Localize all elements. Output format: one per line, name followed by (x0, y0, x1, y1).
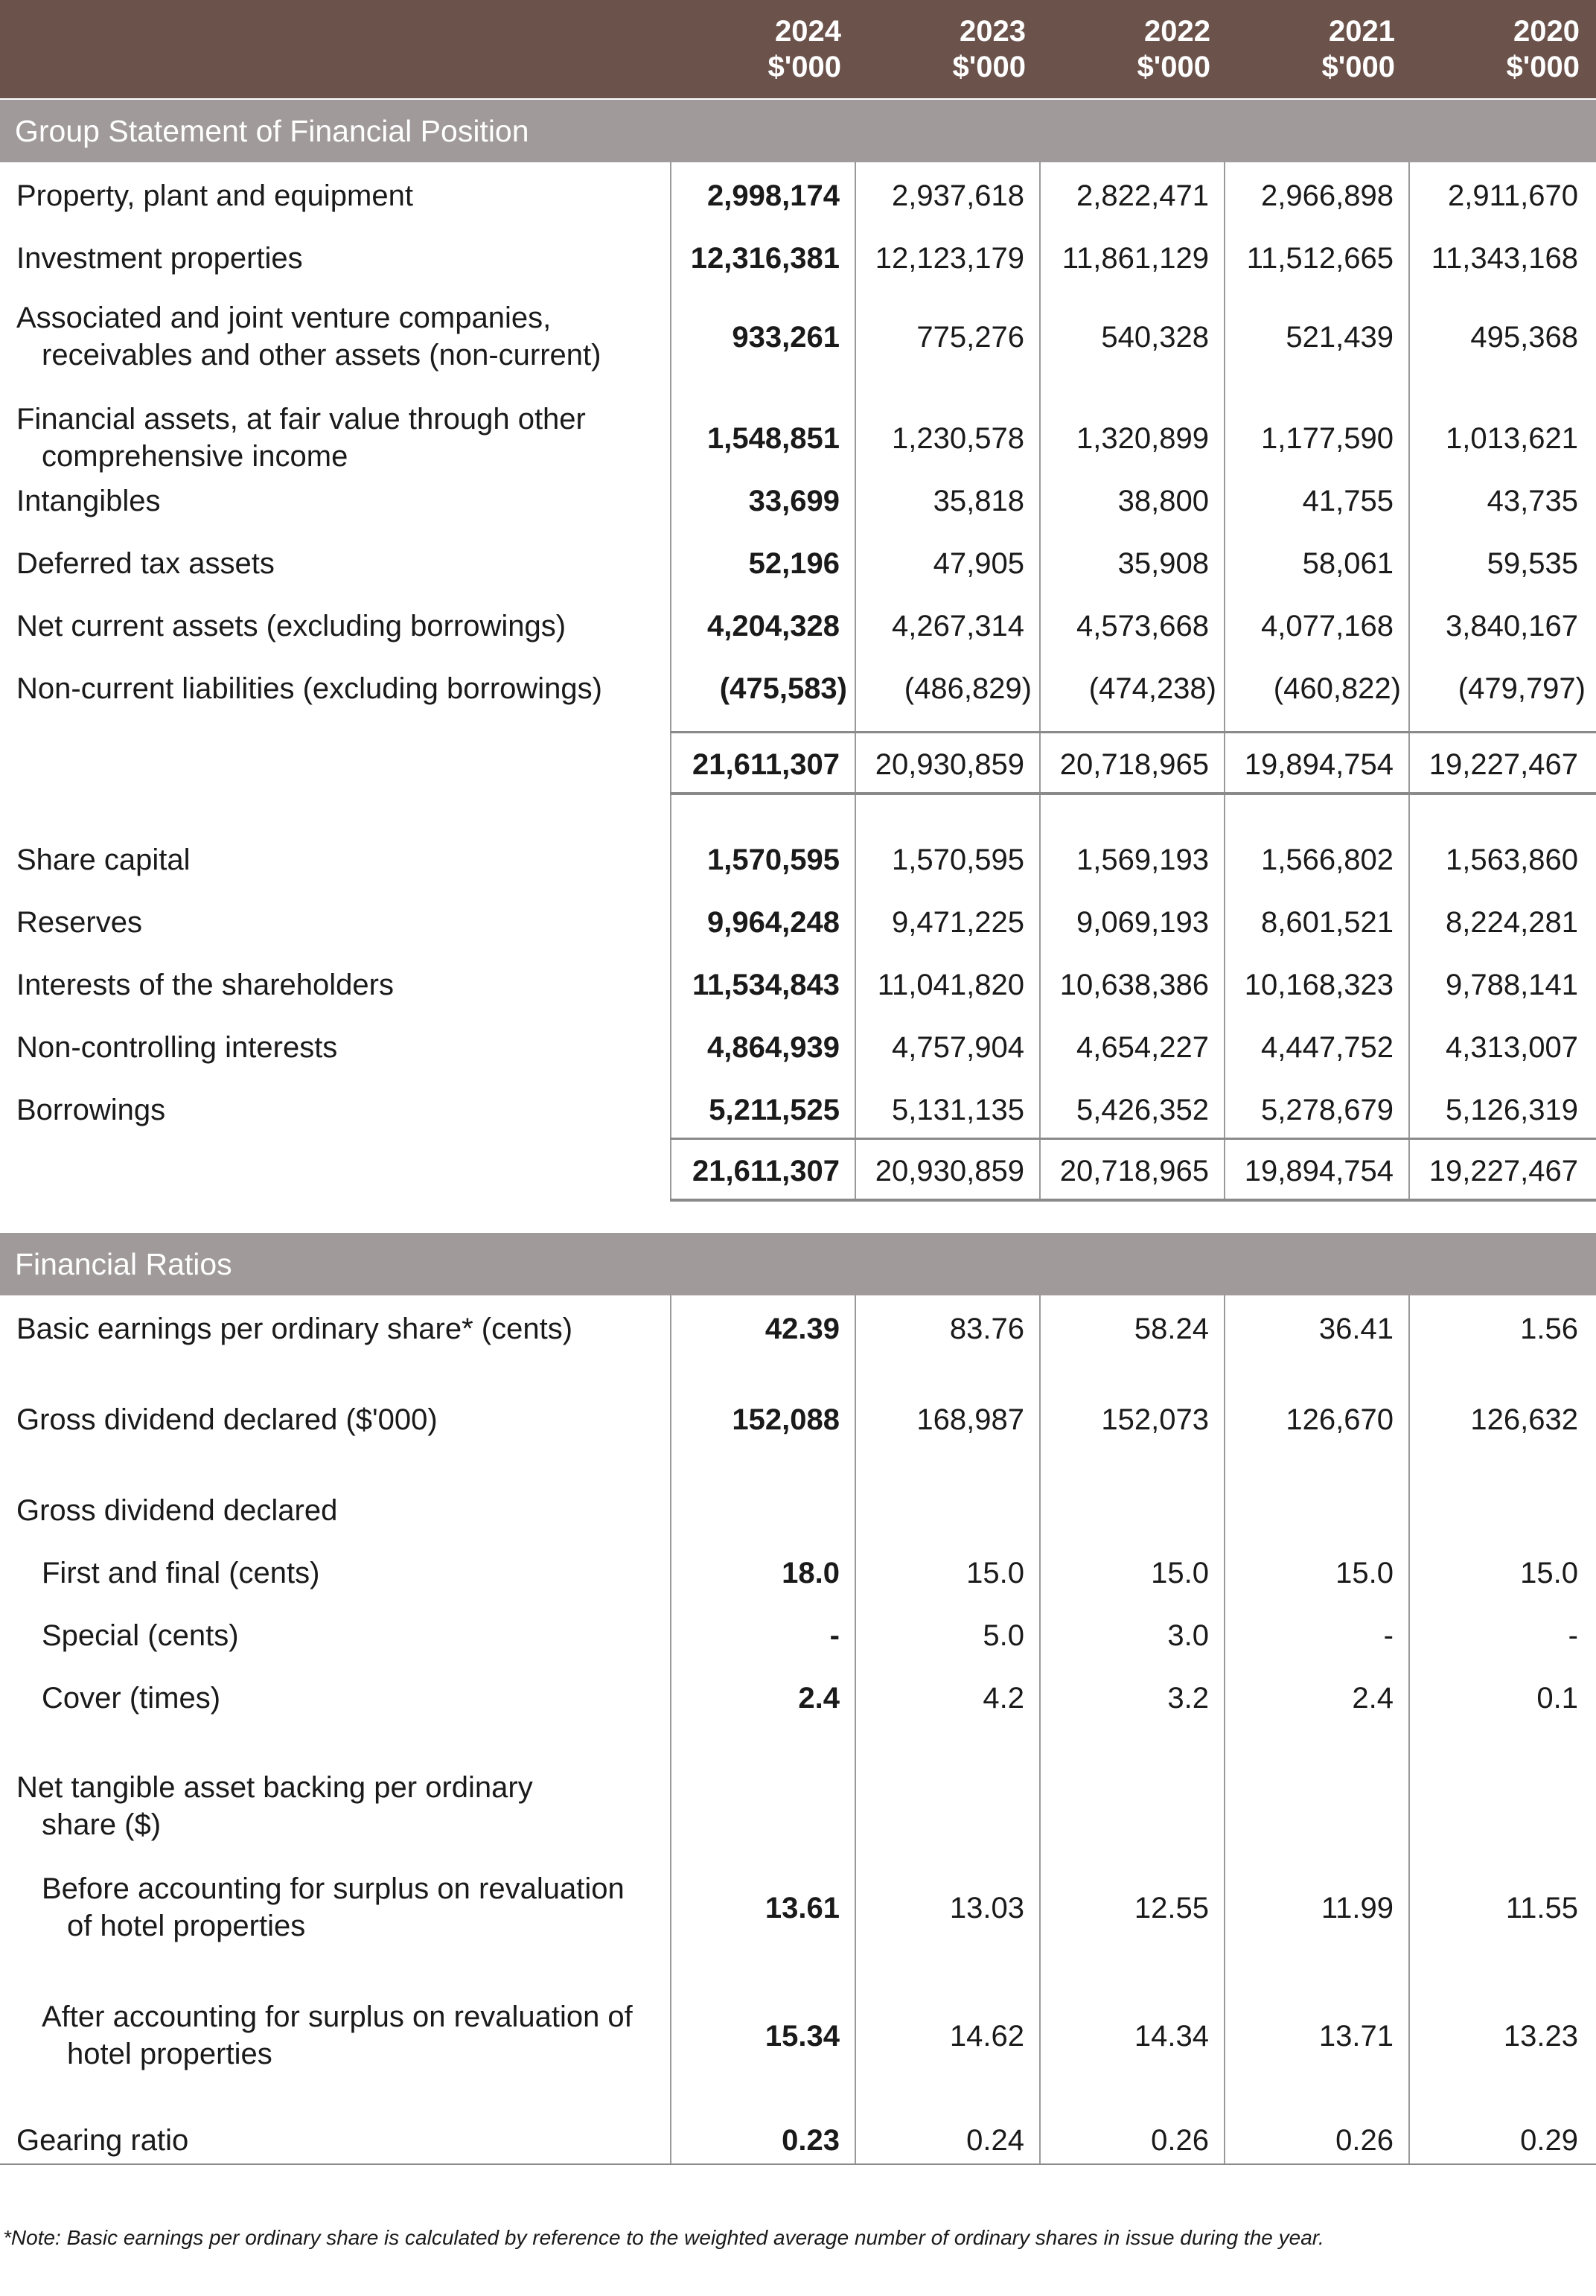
row-label (42, 1680, 220, 1717)
row-value: 14.62 (949, 2020, 1024, 2053)
label-line: After accounting for surplus on revaluation of (42, 2000, 633, 2033)
total-value: 20,930,859 (875, 748, 1024, 781)
row-value: 35,908 (1117, 547, 1209, 580)
row-value: 4,313,007 (1446, 1031, 1578, 1064)
row-label (16, 1029, 337, 1066)
row-value: 35,818 (933, 485, 1024, 517)
row-value: 13.71 (1318, 2020, 1394, 2053)
label-line: Associated and joint venture companies, (16, 302, 552, 334)
row-value: 2,937,618 (892, 179, 1024, 212)
row-value: 83.76 (949, 1313, 1024, 1345)
label-line: Special (cents) (42, 1619, 239, 1652)
total-value: 19,227,467 (1429, 748, 1578, 781)
label-line: Deferred tax assets (16, 547, 275, 580)
row-value: 5,426,352 (1076, 1094, 1209, 1126)
row-value: 4.2 (983, 1682, 1024, 1715)
row-value: 11,861,129 (1062, 242, 1209, 275)
row-value: 1,177,590 (1261, 422, 1394, 455)
label-line: Cover (times) (42, 1682, 221, 1715)
row-value: 152,088 (732, 1403, 840, 1436)
row-value: 15.0 (1151, 1557, 1209, 1589)
row-value: 1,569,193 (1076, 844, 1209, 876)
total-rule-top (670, 1138, 1596, 1140)
row-value: - (829, 1619, 840, 1652)
row-value: 3,840,167 (1446, 610, 1578, 642)
total-value: 21,611,307 (692, 1155, 840, 1187)
row-value: 1,570,595 (707, 844, 840, 876)
row-value: 15.34 (765, 2020, 840, 2053)
row-label (42, 1617, 239, 1654)
row-label (16, 482, 160, 520)
row-value: 2,966,898 (1261, 179, 1394, 212)
row-value: 42.39 (765, 1313, 840, 1345)
label-line: comprehensive income (42, 440, 348, 473)
row-value: 2.4 (798, 1682, 840, 1715)
row-value: 1,230,578 (892, 422, 1024, 455)
row-value: 2,822,471 (1076, 179, 1209, 212)
row-value: 5,131,135 (892, 1094, 1024, 1126)
row-value: 2,998,174 (707, 179, 840, 212)
row-label (16, 299, 601, 374)
label-line: of hotel properties (67, 1910, 306, 1942)
row-value: 3.0 (1167, 1619, 1209, 1652)
row-value: 4,573,668 (1076, 610, 1209, 642)
row-label (16, 2122, 188, 2159)
row-value: 1,013,621 (1446, 422, 1578, 455)
row-value: 1.56 (1520, 1313, 1578, 1345)
unit-label: $'000 (952, 51, 1026, 83)
label-line: Net current assets (excluding borrowings) (16, 610, 566, 642)
row-value: 5,278,679 (1261, 1094, 1394, 1126)
row-value: 9,788,141 (1446, 969, 1578, 1001)
year-header-2021 (1224, 13, 1408, 85)
row-value: 0.26 (1151, 2124, 1209, 2157)
row-value: 4,267,314 (892, 610, 1024, 642)
row-value: 126,632 (1470, 1403, 1578, 1436)
row-label (16, 1401, 438, 1438)
row-value: 2,911,670 (1448, 179, 1578, 212)
row-value: 0.24 (966, 2124, 1024, 2157)
unit-label: $'000 (767, 51, 841, 83)
label-line: Non-controlling interests (16, 1031, 338, 1064)
unit-label: $'000 (1321, 51, 1395, 83)
year-header-2022 (1039, 13, 1224, 85)
year-label: 2022 (1144, 15, 1210, 48)
row-value: 18.0 (782, 1557, 840, 1589)
row-value: - (1568, 1619, 1578, 1652)
row-value: 15.0 (1335, 1557, 1394, 1589)
label-line: Gross dividend declared (16, 1494, 338, 1527)
total-value: 19,894,754 (1244, 1155, 1394, 1187)
row-label (42, 1554, 319, 1592)
row-value: 933,261 (732, 321, 840, 354)
label-line: hotel properties (67, 2038, 272, 2070)
label-line: Non-current liabilities (excluding borrowings) (16, 672, 602, 705)
row-value: 0.23 (782, 2124, 840, 2157)
row-value: - (1383, 1619, 1394, 1652)
row-value: 13.23 (1503, 2020, 1578, 2053)
row-value: 9,069,193 (1076, 906, 1209, 939)
total-value: 21,611,307 (692, 748, 840, 781)
label-line: Borrowings (16, 1094, 166, 1126)
total-value: 20,930,859 (875, 1155, 1024, 1187)
row-value: 2.4 (1352, 1682, 1394, 1715)
row-value: 5.0 (983, 1619, 1024, 1652)
label-line: Investment properties (16, 242, 303, 275)
row-value: 1,566,802 (1261, 844, 1394, 876)
row-value: 11.55 (1505, 1892, 1578, 1925)
row-value: 4,654,227 (1076, 1031, 1209, 1064)
row-label (16, 670, 602, 707)
row-value: 521,439 (1286, 321, 1394, 354)
row-value: 775,276 (916, 321, 1024, 354)
label-line: Before accounting for surplus on revaluation (42, 1872, 625, 1905)
label-line: Property, plant and equipment (16, 179, 413, 212)
row-value: 0.29 (1520, 2124, 1578, 2157)
year-label: 2023 (960, 15, 1026, 48)
row-value: 495,368 (1470, 321, 1578, 354)
row-value: (460,822) (1273, 672, 1401, 705)
row-label (42, 1870, 625, 1945)
row-value: 11.99 (1321, 1892, 1394, 1925)
label-line: Interests of the shareholders (16, 969, 394, 1001)
year-label: 2021 (1329, 15, 1395, 48)
row-label (16, 966, 394, 1004)
row-value: 4,077,168 (1261, 610, 1394, 642)
row-label (16, 904, 142, 941)
label-line: receivables and other assets (non-current) (42, 339, 601, 371)
year-header-2020 (1408, 13, 1593, 85)
footnote: *Note: Basic earnings per ordinary share is calculated by reference to the weighted average number of ordinary shares in issue during the year. (3, 2226, 1324, 2249)
row-label (16, 1492, 337, 1529)
row-value: 12,316,381 (690, 242, 840, 275)
bottom-rule (0, 2163, 1596, 2165)
row-value: 12,123,179 (875, 242, 1024, 275)
table-header (0, 0, 1596, 98)
label-line: share ($) (42, 1808, 162, 1841)
row-value: 9,471,225 (892, 906, 1024, 939)
row-label (16, 545, 275, 582)
total-value: 19,227,467 (1429, 1155, 1578, 1187)
row-value: 0.1 (1536, 1682, 1578, 1715)
label-line: Reserves (16, 906, 142, 939)
row-value: 152,073 (1101, 1403, 1209, 1436)
year-header-2023 (855, 13, 1039, 85)
row-value: 4,204,328 (707, 610, 840, 642)
row-value: 1,320,899 (1076, 422, 1209, 455)
row-value: 1,548,851 (707, 422, 840, 455)
row-label (16, 1310, 572, 1348)
row-value: 11,512,665 (1246, 242, 1394, 275)
section-title-financial-ratios: Financial Ratios (0, 1233, 1596, 1295)
row-value: 1,563,860 (1446, 844, 1578, 876)
row-value: 47,905 (933, 547, 1024, 580)
row-value: 4,757,904 (892, 1031, 1024, 1064)
total-rule-bottom (670, 1199, 1596, 1202)
row-value: (479,797) (1458, 672, 1586, 705)
year-label: 2024 (775, 15, 841, 48)
row-value: 8,224,281 (1446, 906, 1578, 939)
row-value: (475,583) (719, 672, 847, 705)
total-rule-top (670, 731, 1596, 733)
row-value: 15.0 (966, 1557, 1024, 1589)
row-value: 5,126,319 (1446, 1094, 1578, 1126)
row-label (16, 841, 190, 878)
row-value: 168,987 (916, 1403, 1024, 1436)
unit-label: $'000 (1137, 51, 1210, 83)
total-value: 20,718,965 (1059, 1155, 1209, 1187)
total-rule-bottom (670, 792, 1596, 795)
unit-label: $'000 (1506, 51, 1580, 83)
row-value: 12.55 (1134, 1892, 1209, 1925)
row-value: 13.61 (765, 1892, 840, 1925)
row-value: 4,447,752 (1261, 1031, 1394, 1064)
row-value: 10,638,386 (1059, 969, 1209, 1001)
label-line: Gross dividend declared ($'000) (16, 1403, 438, 1436)
label-line: Share capital (16, 844, 191, 876)
row-value: 8,601,521 (1261, 906, 1394, 939)
row-value: 36.41 (1318, 1313, 1394, 1345)
section-title-financial-position: Group Statement of Financial Position (0, 100, 1596, 162)
row-value: 52,196 (748, 547, 840, 580)
row-value: (486,829) (904, 672, 1032, 705)
row-value: 9,964,248 (707, 906, 840, 939)
row-value: 126,670 (1286, 1403, 1394, 1436)
label-line: Gearing ratio (16, 2124, 189, 2157)
row-label (16, 401, 586, 475)
row-label (16, 1091, 165, 1129)
row-label (16, 1769, 533, 1843)
row-value: 41,755 (1302, 485, 1394, 517)
row-value: 11,041,820 (877, 969, 1024, 1001)
label-line: Net tangible asset backing per ordinary (16, 1771, 533, 1804)
row-value: 58.24 (1134, 1313, 1209, 1345)
row-value: 3.2 (1167, 1682, 1209, 1715)
row-value: 59,535 (1487, 547, 1578, 580)
row-value: 11,534,843 (692, 969, 840, 1001)
row-label (16, 608, 566, 645)
label-line: First and final (cents) (42, 1557, 320, 1589)
label-line: Financial assets, at fair value through other (16, 403, 586, 436)
total-value: 20,718,965 (1059, 748, 1209, 781)
row-label (42, 1998, 633, 2073)
row-value: 38,800 (1117, 485, 1209, 517)
label-line: Intangibles (16, 485, 161, 517)
row-value: 13.03 (949, 1892, 1024, 1925)
row-value: 540,328 (1101, 321, 1209, 354)
year-label: 2020 (1513, 15, 1580, 48)
row-value: 0.26 (1335, 2124, 1394, 2157)
row-value: 11,343,168 (1431, 242, 1578, 275)
row-label (16, 177, 413, 214)
total-value: 19,894,754 (1244, 748, 1394, 781)
row-value: 10,168,323 (1244, 969, 1394, 1001)
row-label (16, 240, 303, 277)
row-value: 4,864,939 (707, 1031, 840, 1064)
row-value: (474,238) (1088, 672, 1216, 705)
row-value: 58,061 (1302, 547, 1394, 580)
row-value: 33,699 (748, 485, 840, 517)
row-value: 5,211,525 (709, 1094, 840, 1126)
row-value: 1,570,595 (892, 844, 1024, 876)
row-value: 43,735 (1487, 485, 1578, 517)
year-header-2024 (670, 13, 855, 85)
label-line: Basic earnings per ordinary share* (cents) (16, 1313, 573, 1345)
row-value: 15.0 (1520, 1557, 1578, 1589)
row-value: 14.34 (1134, 2020, 1209, 2053)
